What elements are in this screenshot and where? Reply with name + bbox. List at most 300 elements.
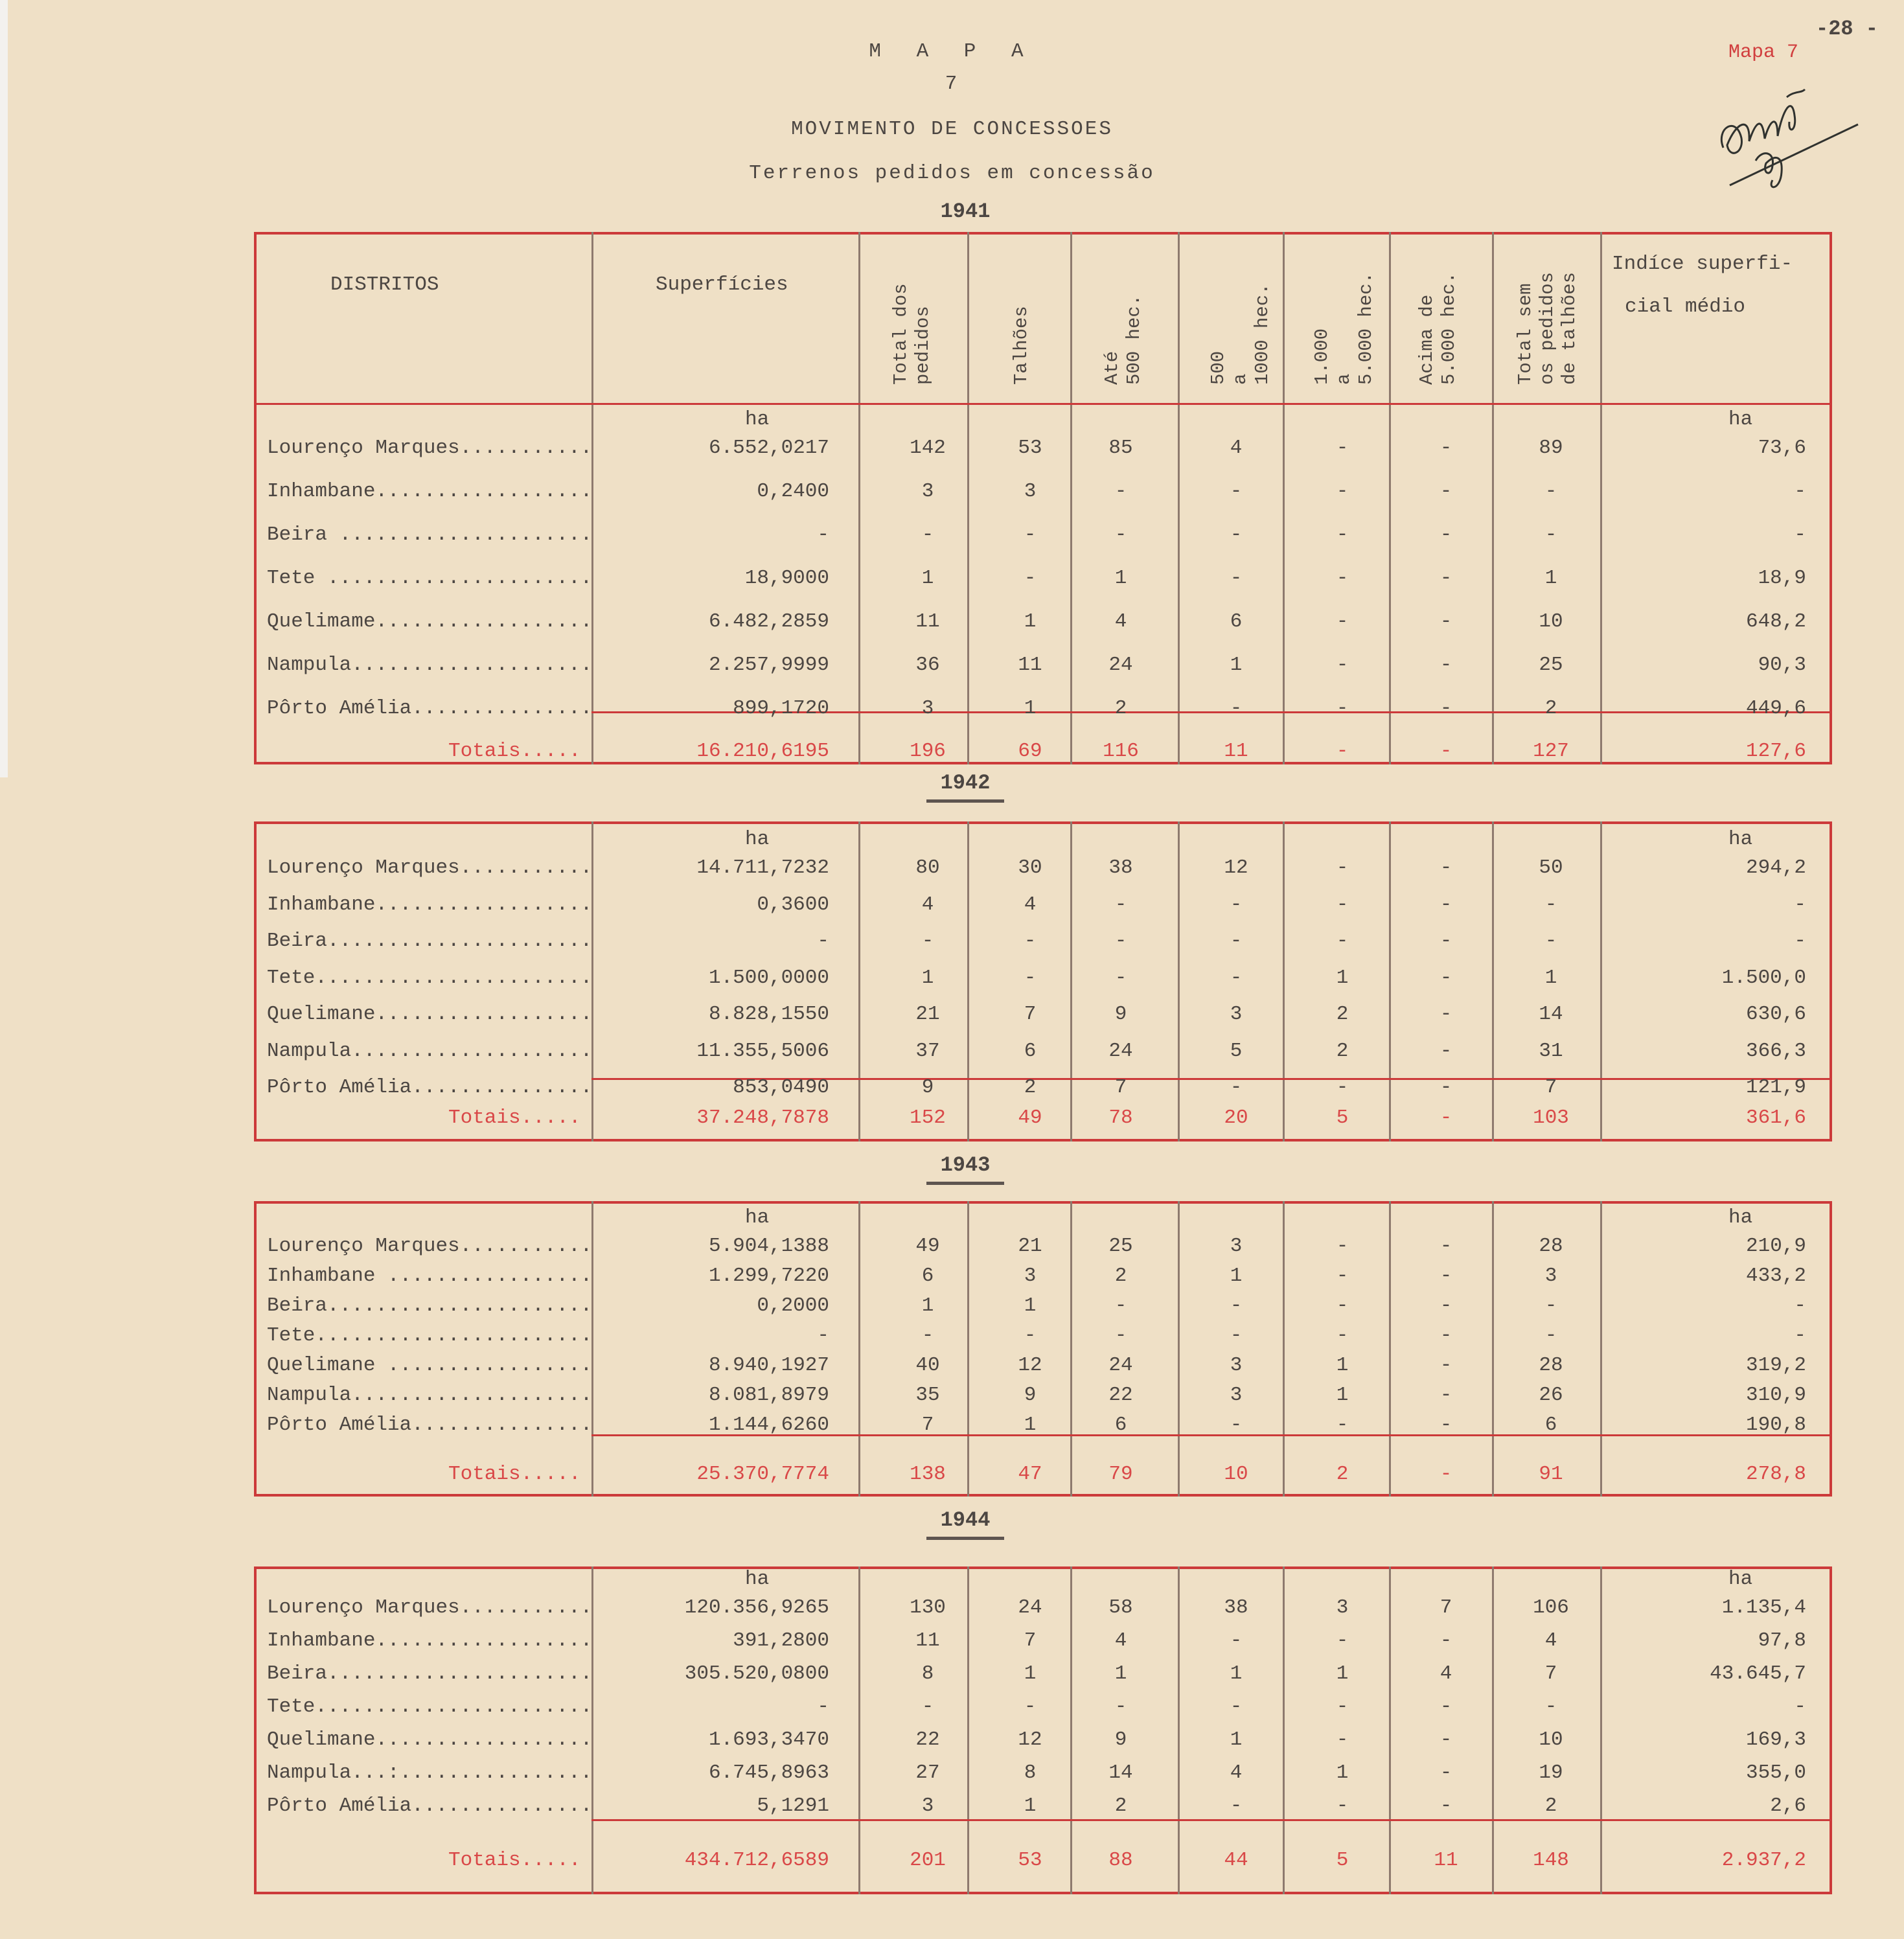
unit-ha: ha <box>745 408 770 431</box>
table-cell: - <box>1794 893 1806 916</box>
table-cell: 58 <box>1108 1596 1133 1619</box>
district-name: Beira ..... <box>267 1662 590 1685</box>
table-cell: 1 <box>1024 1294 1037 1317</box>
title-number: 7 <box>945 73 959 95</box>
table-cell: 142 <box>910 437 946 459</box>
table-cell: 80 <box>915 856 940 879</box>
totals-cell: 78 <box>1108 1107 1133 1129</box>
table-cell: - <box>1114 1324 1127 1347</box>
table-cell: - <box>1230 1076 1243 1099</box>
table-cell: - <box>1230 523 1243 546</box>
table-cell: - <box>1024 567 1037 590</box>
table-cell: 10 <box>1539 610 1563 633</box>
table-cell: - <box>1794 1294 1806 1317</box>
district-name: Tete ..... <box>267 967 590 989</box>
district-name: Tete ..... <box>267 1695 590 1718</box>
totals-cell: - <box>1439 1107 1452 1129</box>
totals-cell: 201 <box>910 1849 946 1872</box>
unit-ha: ha <box>745 1568 770 1590</box>
table-cell: - <box>1336 654 1349 676</box>
table-cell: 4 <box>1114 610 1127 633</box>
table-cell: - <box>1336 930 1349 952</box>
table-cell: 6.745,8963 <box>708 1761 829 1784</box>
table-cell: 1 <box>1024 610 1037 633</box>
totals-cell: 5 <box>1336 1107 1349 1129</box>
table-cell: 7 <box>1024 1003 1037 1026</box>
table-cell: 11 <box>915 1629 940 1652</box>
table-cell: - <box>1439 1695 1452 1718</box>
table-cell: 7 <box>1544 1662 1557 1685</box>
table-cell: 1 <box>1114 1662 1127 1685</box>
table-cell: - <box>1439 893 1452 916</box>
totals-cell: 2.937,2 <box>1721 1849 1806 1872</box>
table-cell: - <box>1230 567 1243 590</box>
year-label-1941: 1941 <box>940 200 991 224</box>
table-cell: 10 <box>1539 1728 1563 1751</box>
table-cell: 106 <box>1533 1596 1569 1619</box>
header-talhoes: Talhões <box>1011 306 1032 385</box>
table-cell: 7 <box>921 1414 934 1436</box>
table-cell: 2.257,9999 <box>708 654 829 676</box>
district-name: Lourenço Marques ..... <box>267 437 590 459</box>
table-cell: 3 <box>1024 1265 1037 1287</box>
table-cell: - <box>1439 930 1452 952</box>
totals-cell: 434.712,6589 <box>684 1849 829 1872</box>
district-name: Lourenço Marques ..... <box>267 1235 590 1257</box>
table-cell: - <box>1794 480 1806 503</box>
table-cell: 14 <box>1539 1003 1563 1026</box>
totals-cell: 69 <box>1018 740 1042 763</box>
district-name: Beira ..... <box>267 1294 590 1317</box>
table-cell: 6 <box>1114 1414 1127 1436</box>
header-total_sem: os pedidos <box>1537 271 1558 385</box>
totals-cell: 11 <box>1224 740 1248 763</box>
table-cell: 9 <box>1024 1384 1037 1406</box>
totals-cell: 11 <box>1434 1849 1458 1872</box>
table-cell: 305.520,0800 <box>684 1662 829 1685</box>
table-cell: - <box>1439 1728 1452 1751</box>
table-cell: - <box>921 930 934 952</box>
table-cell: 853,0490 <box>733 1076 829 1099</box>
year-label-1943: 1943 <box>940 1153 991 1177</box>
table-cell: 3 <box>921 1795 934 1817</box>
column-rule <box>1283 1566 1285 1894</box>
table-cell: 1 <box>1336 1354 1349 1377</box>
district-name: Inhambane ..... <box>267 1629 590 1652</box>
column-rule <box>1178 1566 1180 1894</box>
table-cell: 3 <box>1230 1235 1243 1257</box>
totals-cell: 10 <box>1224 1463 1248 1486</box>
header-c1000_5000: 1.000 <box>1311 328 1333 385</box>
table-cell: 8 <box>921 1662 934 1685</box>
subtitle: Terrenos pedidos em concessão <box>749 162 1155 185</box>
unit-ha: ha <box>1728 1206 1753 1229</box>
table-cell: 7 <box>1024 1629 1037 1652</box>
table-cell: - <box>1336 893 1349 916</box>
table-cell: 1 <box>1544 567 1557 590</box>
table-cell: 14.711,7232 <box>696 856 829 879</box>
year-label-1944: 1944 <box>940 1508 991 1532</box>
column-rule <box>1070 232 1072 764</box>
table-cell: - <box>1336 1728 1349 1751</box>
table-cell: 366,3 <box>1745 1039 1806 1062</box>
table-cell: 19 <box>1539 1761 1563 1784</box>
column-rule <box>1600 1201 1602 1497</box>
totals-cell: 361,6 <box>1745 1107 1806 1129</box>
table-cell: 1 <box>1024 697 1037 720</box>
table-cell: 40 <box>915 1354 940 1377</box>
table-cell: 2 <box>1114 697 1127 720</box>
table-cell: 319,2 <box>1745 1354 1806 1377</box>
table-cell: 1 <box>1544 966 1557 989</box>
table-cell: 1 <box>1230 1728 1243 1751</box>
table-cell: 1 <box>1024 1414 1037 1436</box>
table-cell: - <box>1336 610 1349 633</box>
district-name: Quelimame ..... <box>267 610 590 633</box>
header-rule <box>254 403 1832 405</box>
table-cell: - <box>1439 1324 1452 1347</box>
table-cell: - <box>1439 654 1452 676</box>
title-movimento: MOVIMENTO DE CONCESSOES <box>791 118 1113 141</box>
table-cell: 3 <box>1230 1003 1243 1026</box>
district-name: Nampula ..... <box>267 1384 590 1406</box>
column-rule <box>1389 232 1391 764</box>
column-rule <box>591 1201 593 1497</box>
totals-label: Totais..... <box>448 1107 581 1129</box>
table-cell: 12 <box>1018 1728 1042 1751</box>
totals-cell: 152 <box>910 1107 946 1129</box>
table-cell: - <box>1114 523 1127 546</box>
table-cell: 4 <box>1230 437 1243 459</box>
table-cell: 9 <box>1114 1003 1127 1026</box>
header-c1000_5000: 5.000 hec. <box>1355 271 1377 385</box>
header-index: cial médio <box>1625 295 1746 318</box>
table-cell: 1.500,0000 <box>708 966 829 989</box>
table-cell: 4 <box>1439 1662 1452 1685</box>
table-cell: 38 <box>1224 1596 1248 1619</box>
table-cell: 24 <box>1108 1354 1133 1377</box>
table-cell: - <box>1336 437 1349 459</box>
table-cell: - <box>1336 1695 1349 1718</box>
table-cell: 449,6 <box>1745 697 1806 720</box>
column-rule <box>967 1201 969 1497</box>
table-cell: 121,9 <box>1745 1076 1806 1099</box>
table-cell: 49 <box>915 1235 940 1257</box>
year-underline <box>926 799 1004 803</box>
table-cell: - <box>1336 1265 1349 1287</box>
table-cell: 35 <box>915 1384 940 1406</box>
table-cell: 85 <box>1108 437 1133 459</box>
unit-ha: ha <box>1728 408 1753 431</box>
table-cell: - <box>1336 856 1349 879</box>
table-cell: 36 <box>915 654 940 676</box>
table-cell: 43.645,7 <box>1710 1662 1806 1685</box>
paper-edge <box>0 0 8 777</box>
table-cell: 2 <box>1114 1265 1127 1287</box>
table-cell: - <box>1024 523 1037 546</box>
district-name: Inhambane ..... <box>267 480 590 503</box>
table-cell: 4 <box>921 893 934 916</box>
column-rule <box>1389 1566 1391 1894</box>
district-name: Pôrto Amélia ..... <box>267 1076 590 1099</box>
page-number: -28 - <box>1815 17 1878 41</box>
district-name: Nampula ..... <box>267 654 590 676</box>
table-cell: 25 <box>1108 1235 1133 1257</box>
table-cell: 97,8 <box>1758 1629 1806 1652</box>
table-cell: - <box>1544 1294 1557 1317</box>
table-cell: 2,6 <box>1770 1795 1806 1817</box>
table-cell: 3 <box>921 697 934 720</box>
table-cell: 294,2 <box>1745 856 1806 879</box>
table-cell: - <box>1439 1076 1452 1099</box>
totals-cell: 116 <box>1103 740 1139 763</box>
table-cell: 1 <box>921 567 934 590</box>
header-c500_1000: a <box>1230 373 1251 385</box>
totals-cell: 2 <box>1336 1463 1349 1486</box>
district-name: Quelimane ..... <box>267 1728 590 1751</box>
table-cell: - <box>1544 523 1557 546</box>
column-rule <box>858 1566 860 1894</box>
table-cell: 53 <box>1018 437 1042 459</box>
district-name: Tete ..... <box>267 567 590 590</box>
district-name: Inhambane ..... <box>267 893 590 916</box>
totals-cell: 196 <box>910 740 946 763</box>
district-name: Quelimane ..... <box>267 1354 590 1377</box>
table-cell: 3 <box>1230 1354 1243 1377</box>
table-cell: - <box>1544 1695 1557 1718</box>
table-cell: - <box>1439 567 1452 590</box>
totals-cell: 91 <box>1539 1463 1563 1486</box>
table-cell: 28 <box>1539 1354 1563 1377</box>
table-cell: - <box>1439 966 1452 989</box>
totals-cell: 79 <box>1108 1463 1133 1486</box>
table-cell: 391,2800 <box>733 1629 829 1652</box>
table-cell: 4 <box>1114 1629 1127 1652</box>
table-cell: 6 <box>1544 1414 1557 1436</box>
column-rule <box>1178 1201 1180 1497</box>
table-cell: 89 <box>1539 437 1563 459</box>
table-cell: 2 <box>1336 1039 1349 1062</box>
column-rule <box>967 1566 969 1894</box>
table-cell: - <box>1439 1265 1452 1287</box>
table-cell: 130 <box>910 1596 946 1619</box>
table-cell: - <box>1439 1039 1452 1062</box>
table-cell: 18,9 <box>1758 567 1806 590</box>
table-cell: - <box>1024 1695 1037 1718</box>
year-underline <box>926 1182 1004 1185</box>
table-cell: 3 <box>921 480 934 503</box>
table-cell: 12 <box>1018 1354 1042 1377</box>
year-label-1942: 1942 <box>940 771 991 795</box>
column-rule <box>591 232 593 764</box>
table-cell: 6 <box>1230 610 1243 633</box>
table-cell: 9 <box>921 1076 934 1099</box>
table-cell: - <box>817 1324 829 1347</box>
table-cell: 120.356,9265 <box>684 1596 829 1619</box>
table-cell: - <box>1794 930 1806 952</box>
table-cell: - <box>1024 930 1037 952</box>
table-cell: 1 <box>1024 1795 1037 1817</box>
table-cell: - <box>1439 1384 1452 1406</box>
table-cell: 630,6 <box>1745 1003 1806 1026</box>
table-cell: 1 <box>1336 966 1349 989</box>
totals-cell: - <box>1439 740 1452 763</box>
table-cell: 6.482,2859 <box>708 610 829 633</box>
table-cell: 5.904,1388 <box>708 1235 829 1257</box>
district-name: Quelimane ..... <box>267 1003 590 1026</box>
column-rule <box>858 232 860 764</box>
column-rule <box>1492 232 1494 764</box>
table-cell: - <box>1336 1324 1349 1347</box>
table-cell: 7 <box>1439 1596 1452 1619</box>
table-cell: - <box>1230 1294 1243 1317</box>
table-cell: 21 <box>915 1003 940 1026</box>
totals-cell: - <box>1336 740 1349 763</box>
table-cell: 25 <box>1539 654 1563 676</box>
table-cell: 18,9000 <box>744 567 829 590</box>
table-cell: - <box>1230 893 1243 916</box>
map-label: Mapa 7 <box>1728 41 1799 63</box>
table-cell: 1 <box>1336 1662 1349 1685</box>
table-cell: - <box>1114 1695 1127 1718</box>
table-cell: 1.693,3470 <box>708 1728 829 1751</box>
table-cell: - <box>1439 1414 1452 1436</box>
table-cell: 27 <box>915 1761 940 1784</box>
table-cell: - <box>1544 893 1557 916</box>
table-cell: - <box>921 1324 934 1347</box>
table-cell: - <box>1336 1414 1349 1436</box>
table-cell: 310,9 <box>1745 1384 1806 1406</box>
table-cell: 4 <box>1230 1761 1243 1784</box>
table-cell: - <box>1544 480 1557 503</box>
table-cell: 899,1720 <box>733 697 829 720</box>
table-cell: 1 <box>1336 1384 1349 1406</box>
table-cell: - <box>921 523 934 546</box>
totals-cell: 44 <box>1224 1849 1248 1872</box>
table-cell: - <box>1336 567 1349 590</box>
table-cell: - <box>1336 1076 1349 1099</box>
table-cell: 31 <box>1539 1039 1563 1062</box>
table-cell: - <box>817 523 829 546</box>
unit-ha: ha <box>1728 1568 1753 1590</box>
header-total_sem: Total sem <box>1515 283 1536 385</box>
table-cell: - <box>1114 893 1127 916</box>
table-cell: - <box>1230 697 1243 720</box>
table-cell: 8 <box>1024 1761 1037 1784</box>
table-cell: - <box>1230 1695 1243 1718</box>
header-ate500: Até <box>1101 350 1123 385</box>
table-cell: - <box>1439 610 1452 633</box>
table-cell: - <box>817 1695 829 1718</box>
table-cell: 50 <box>1539 856 1563 879</box>
table-cell: 2 <box>1024 1076 1037 1099</box>
table-cell: 169,3 <box>1745 1728 1806 1751</box>
table-cell: 14 <box>1108 1761 1133 1784</box>
table-cell: - <box>1544 1324 1557 1347</box>
table-cell: 26 <box>1539 1384 1563 1406</box>
table-cell: 1 <box>921 1294 934 1317</box>
totals-rule <box>591 1819 1832 1821</box>
table-cell: - <box>1230 1629 1243 1652</box>
totals-cell: 88 <box>1108 1849 1133 1872</box>
table-cell: - <box>817 930 829 952</box>
header-surfaces: Superfícies <box>656 273 788 296</box>
column-rule <box>1600 1566 1602 1894</box>
totals-cell: 16.210,6195 <box>696 740 829 763</box>
column-rule <box>858 821 860 1142</box>
table-cell: - <box>1439 856 1452 879</box>
table-cell: - <box>1439 1354 1452 1377</box>
table-cell: - <box>1794 1695 1806 1718</box>
column-rule <box>1492 1566 1494 1894</box>
column-rule <box>591 821 593 1142</box>
table-cell: 5,1291 <box>757 1795 829 1817</box>
table-cell: 30 <box>1018 856 1042 879</box>
column-rule <box>1283 1201 1285 1497</box>
table-cell: 7 <box>1544 1076 1557 1099</box>
table-cell: 1 <box>1230 1662 1243 1685</box>
table-cell: 11 <box>1018 654 1042 676</box>
table-cell: 1 <box>1024 1662 1037 1685</box>
totals-cell: 148 <box>1533 1849 1569 1872</box>
table-cell: - <box>1230 1795 1243 1817</box>
column-rule <box>1283 232 1285 764</box>
column-rule <box>1492 1201 1494 1497</box>
table-cell: 210,9 <box>1745 1235 1806 1257</box>
header-c500_1000: 500 <box>1208 350 1229 385</box>
table-cell: 28 <box>1539 1235 1563 1257</box>
header-acima5000: Acima de <box>1416 294 1438 385</box>
table-cell: - <box>1336 697 1349 720</box>
table-cell: 37 <box>915 1039 940 1062</box>
column-rule <box>1178 821 1180 1142</box>
table-cell: 1.135,4 <box>1721 1596 1806 1619</box>
table-cell: - <box>1336 480 1349 503</box>
table-cell: - <box>1230 1414 1243 1436</box>
table-cell: 3 <box>1336 1596 1349 1619</box>
table-cell: - <box>1794 523 1806 546</box>
table-cell: 8.081,8979 <box>708 1384 829 1406</box>
table-cell: 21 <box>1018 1235 1042 1257</box>
column-rule <box>858 1201 860 1497</box>
table-cell: 2 <box>1114 1795 1127 1817</box>
table-cell: - <box>1544 930 1557 952</box>
table-cell: 24 <box>1108 654 1133 676</box>
district-name: Pôrto Amélia ..... <box>267 1414 590 1436</box>
column-rule <box>967 821 969 1142</box>
table-cell: - <box>1114 1294 1127 1317</box>
table-cell: - <box>1439 1294 1452 1317</box>
table-cell: 3 <box>1230 1384 1243 1406</box>
title-mapa: M A P A <box>869 40 1035 63</box>
table-cell: 22 <box>915 1728 940 1751</box>
unit-ha: ha <box>745 1206 770 1229</box>
table-cell: 6.552,0217 <box>708 437 829 459</box>
district-name: Lourenço Marques ..... <box>267 856 590 879</box>
table-cell: - <box>1114 966 1127 989</box>
header-total_sem: de talhões <box>1559 271 1580 385</box>
table-cell: 7 <box>1114 1076 1127 1099</box>
column-rule <box>591 1566 593 1894</box>
header-c500_1000: 1000 hec. <box>1252 283 1273 385</box>
table-cell: 5 <box>1230 1039 1243 1062</box>
table-cell: 9 <box>1114 1728 1127 1751</box>
totals-label: Totais..... <box>448 1849 581 1872</box>
table-cell: 0,2400 <box>757 480 829 503</box>
table-cell: 648,2 <box>1745 610 1806 633</box>
unit-ha: ha <box>745 828 770 851</box>
table-cell: - <box>1336 523 1349 546</box>
